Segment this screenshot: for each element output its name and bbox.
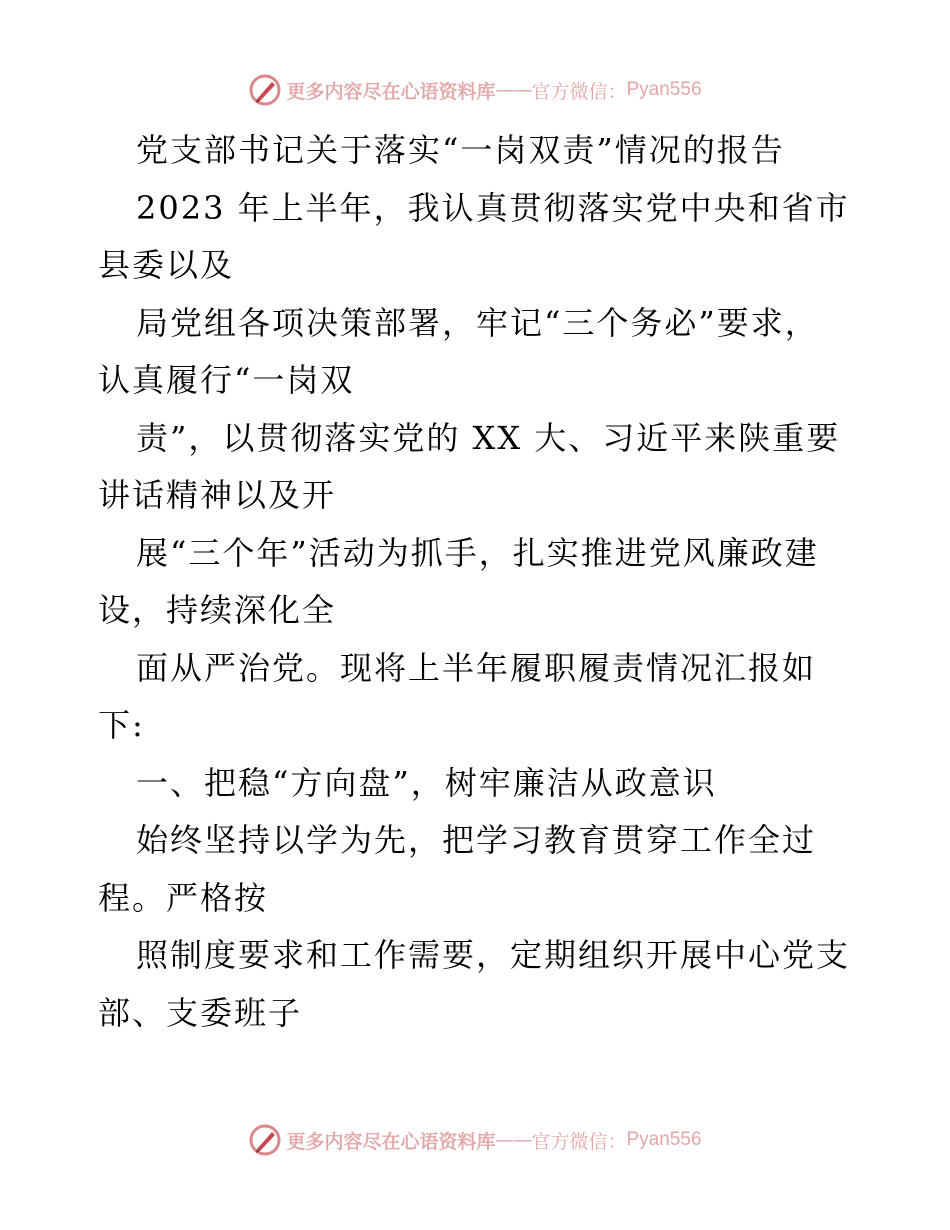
banner-dash: —— (495, 79, 532, 101)
paragraph-line: 县委以及 (98, 246, 235, 284)
paragraph-line: 局党组各项决策部署，牢记“三个务必”要求， (136, 303, 819, 342)
paragraph-line: 程。严格按 (98, 878, 269, 917)
banner-site-text: 更多内容尽在心语资料库 (286, 1130, 496, 1153)
banner-official-label: 官方微信： (531, 1130, 627, 1153)
banner-wechat-id: Pyan556 (626, 1129, 702, 1150)
paragraph-line: 照制度要求和工作需要，定期组织开展中心党支 (136, 936, 851, 974)
document-body (98, 122, 858, 1042)
paragraph-line: 面从严治党。现将上半年履职履责情况汇报如 (136, 648, 817, 687)
footer-watermark-banner (0, 1120, 950, 1160)
paragraph-line: 设，持续深化全 (98, 591, 337, 629)
paragraph-line: 下: (98, 706, 145, 744)
paragraph-line: 部、支委班子 (98, 993, 303, 1032)
banner-wechat-id: Pyan556 (626, 79, 702, 100)
document-title: 党支部书记关于落实“一岗双责”情况的报告 (136, 131, 785, 169)
header-watermark-banner (0, 70, 950, 110)
pen-logo-icon (248, 73, 282, 107)
paragraph-line: 2023 年上半年，我认真贯彻落实党中央和省市 (136, 188, 850, 227)
banner-site-text: 更多内容尽在心语资料库 (286, 80, 496, 103)
banner-dash: —— (495, 1129, 532, 1151)
banner-official-label: 官方微信： (531, 80, 627, 103)
paragraph-line: 展“三个年”活动为抓手，扎实推进党风廉政建 (136, 533, 819, 572)
paragraph-line: 始终坚持以学为先，把学习教育贯穿工作全过 (136, 821, 817, 859)
paragraph-line: 讲话精神以及开 (98, 476, 337, 514)
paragraph-line: 认真履行“一岗双 (98, 361, 355, 399)
section-heading: 一、把稳“方向盘”，树牢廉洁从政意识 (136, 763, 717, 802)
pen-logo-icon (248, 1123, 282, 1157)
paragraph-line: 责”，以贯彻落实党的 XX 大、习近平来陕重要 (136, 418, 841, 457)
